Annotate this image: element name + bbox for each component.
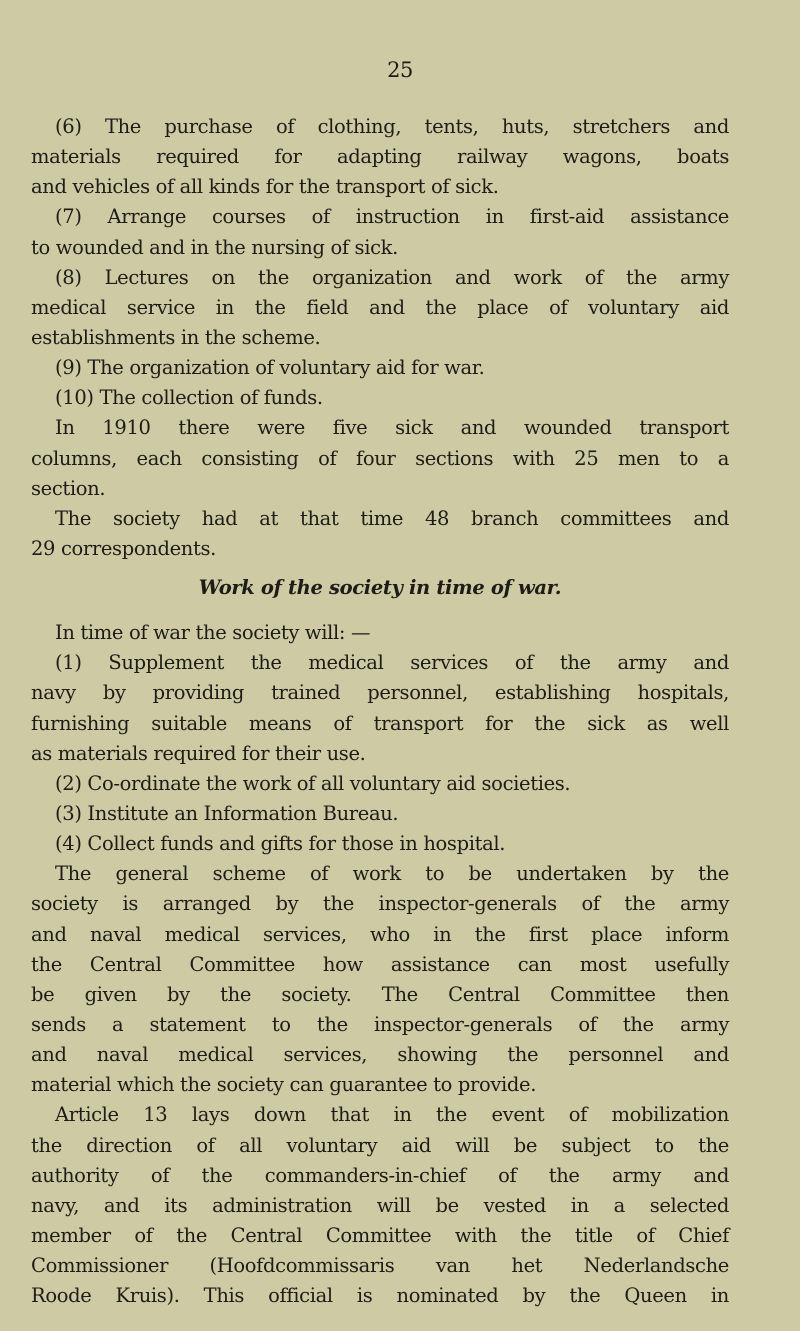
- body-text: [31, 112, 729, 1311]
- text-line: medical service in the field and the place of voluntary aid: [31, 295, 729, 319]
- text-line: and naval medical services, showing the personnel and: [31, 1043, 729, 1067]
- text-line: Roode Kruis). This official is nominated by the Queen in: [31, 1284, 729, 1308]
- text-line: as materials required for their use.: [31, 741, 366, 765]
- text-line: Article 13 lays down that in the event of mobilization: [55, 1103, 729, 1127]
- text-line: (8) Lectures on the organization and work of the army: [55, 265, 729, 289]
- text-line: In 1910 there were five sick and wounded transport: [55, 416, 729, 440]
- text-line: (10) The collection of funds.: [55, 386, 323, 410]
- text-line: material which the society can guarantee to provide.: [31, 1073, 537, 1097]
- text-line: establishments in the scheme.: [31, 325, 321, 349]
- text-line: (4) Collect funds and gifts for those in hospital.: [55, 832, 506, 856]
- text-line: sends a statement to the inspector-generals of the army: [31, 1012, 729, 1036]
- text-line: member of the Central Committee with the title of Chief: [31, 1223, 729, 1247]
- text-line: navy by providing trained personnel, establishing hospitals,: [31, 681, 729, 705]
- text-line: furnishing suitable means of transport for the sick as well: [31, 711, 729, 735]
- text-line: the direction of all voluntary aid will be subject to the: [31, 1133, 729, 1157]
- text-line: The general scheme of work to be undertaken by the: [55, 862, 729, 886]
- text-line: (6) The purchase of clothing, tents, huts, stretchers and: [55, 115, 729, 138]
- text-line: (9) The organization of voluntary aid for war.: [55, 356, 485, 380]
- text-line: materials required for adapting railway wagons, boats: [31, 145, 729, 169]
- text-line: 29 correspondents.: [31, 536, 216, 560]
- text-line: section.: [31, 476, 106, 500]
- text-line: columns, each consisting of four sections with 25 men to a: [31, 446, 729, 470]
- text-line: (7) Arrange courses of instruction in first-aid assistance: [55, 205, 729, 229]
- text-line: and vehicles of all kinds for the transport of sick.: [31, 175, 499, 199]
- text-line: (2) Co-ordinate the work of all voluntary aid societies.: [55, 771, 571, 795]
- page-number: 25: [387, 58, 413, 82]
- text-line: and naval medical services, who in the first place inform: [31, 922, 729, 946]
- text-line: to wounded and in the nursing of sick.: [31, 235, 398, 259]
- text-line: Commissioner (Hoofdcommissaris van het Nederlandsche: [31, 1254, 729, 1278]
- text-line: be given by the society. The Central Committee then: [31, 982, 729, 1006]
- text-line: (1) Supplement the medical services of the army and: [55, 651, 729, 675]
- text-line: navy, and its administration will be vested in a selected: [31, 1193, 729, 1217]
- section-heading: Work of the society in time of war.: [198, 576, 562, 600]
- text-line: authority of the commanders-in-chief of the army and: [31, 1163, 729, 1187]
- text-line: the Central Committee how assistance can most usefully: [31, 952, 729, 976]
- text-line: The society had at that time 48 branch committees and: [55, 506, 729, 530]
- text-line: (3) Institute an Information Bureau.: [55, 801, 399, 825]
- text-line: In time of war the society will: —: [55, 621, 371, 645]
- text-line: society is arranged by the inspector-generals of the army: [31, 892, 729, 916]
